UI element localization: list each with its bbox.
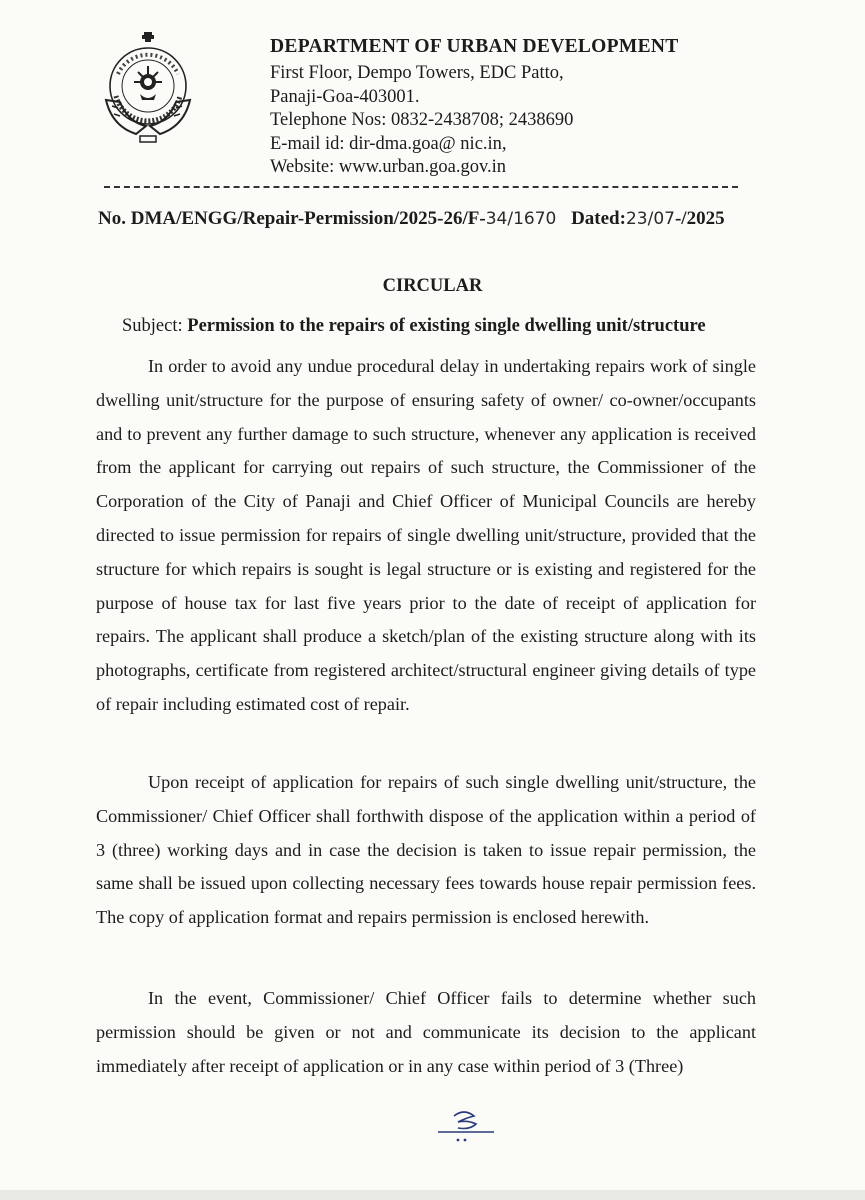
website-line: Website: www.urban.goa.gov.in [270, 157, 507, 177]
telephone-line: Telephone Nos: 0832-2438708; 2438690 [270, 110, 574, 130]
letterhead [270, 36, 679, 180]
address-line: Panaji-Goa-403001. [270, 86, 420, 107]
subject-label: Subject: [122, 316, 183, 336]
handwritten-file-number: 34/1670 [485, 209, 557, 229]
body-paragraph-2 [96, 766, 756, 935]
subject-text: Permission to the repairs of existing single dwelling unit/structure [187, 316, 706, 336]
body-paragraph-1 [96, 350, 756, 722]
circular-title: CIRCULAR [382, 276, 483, 296]
address-line: First Floor, Dempo Towers, EDC Patto, [270, 63, 564, 83]
department-name: DEPARTMENT OF URBAN DEVELOPMENT [270, 36, 679, 57]
dashed-divider [104, 186, 738, 188]
email-line: E-mail id: dir-dma.goa@ nic.in, [270, 133, 507, 154]
subject-line [122, 316, 706, 337]
government-of-goa-emblem [100, 30, 196, 148]
dated-label: Dated: [571, 208, 626, 229]
reference-number-prefix: No. DMA/ENGG/Repair-Permission/2025-26/F- [98, 208, 486, 229]
paragraph-text: In order to avoid any undue procedural delay in undertaking repairs work of single dwelling unit/structure for the purpose of ensuring safety of owner/ co-owner/occupants and to prevent any further damage to such structure, whenever any application is received from the applicant for carrying out repairs of such structure, the Commissioner of the Corporation of the City of Panaji and Chief Officer of Municipal Councils are hereby directed to issue permission for repairs of single dwelling unit/structure, provided that the structure for which repairs is sought is legal structure or is existing and registered for the purpose of house tax for last five years prior to the date of receipt of application for repairs. The applicant shall produce a sketch/plan of the existing structure along with its photographs, certificate from registered architect/structural engineer giving details of type of repair including estimated cost of repair. [96, 356, 756, 714]
initials-signature [432, 1104, 502, 1144]
date-year: -/2025 [674, 208, 725, 229]
paragraph-text: In the event, Commissioner/ Chief Officer fails to determine whether such permission should be given or not and communicate its decision to the applicant immediately after receipt of application or in any case within period of 3 (Three) [96, 988, 756, 1076]
handwritten-date: 23/07 [625, 209, 675, 229]
scan-edge [0, 1190, 865, 1200]
reference-number-line [98, 208, 725, 230]
body-paragraph-3 [96, 982, 756, 1083]
paragraph-text: Upon receipt of application for repairs of such single dwelling unit/structure, the Commissioner/ Chief Officer shall forthwith dispose of the application within a period of 3 (three) working days and in case the decision is taken to issue repair permission, the same shall be issued upon collecting necessary fees towards house repair permission fees. The copy of application format and repairs permission is enclosed herewith. [96, 772, 756, 928]
